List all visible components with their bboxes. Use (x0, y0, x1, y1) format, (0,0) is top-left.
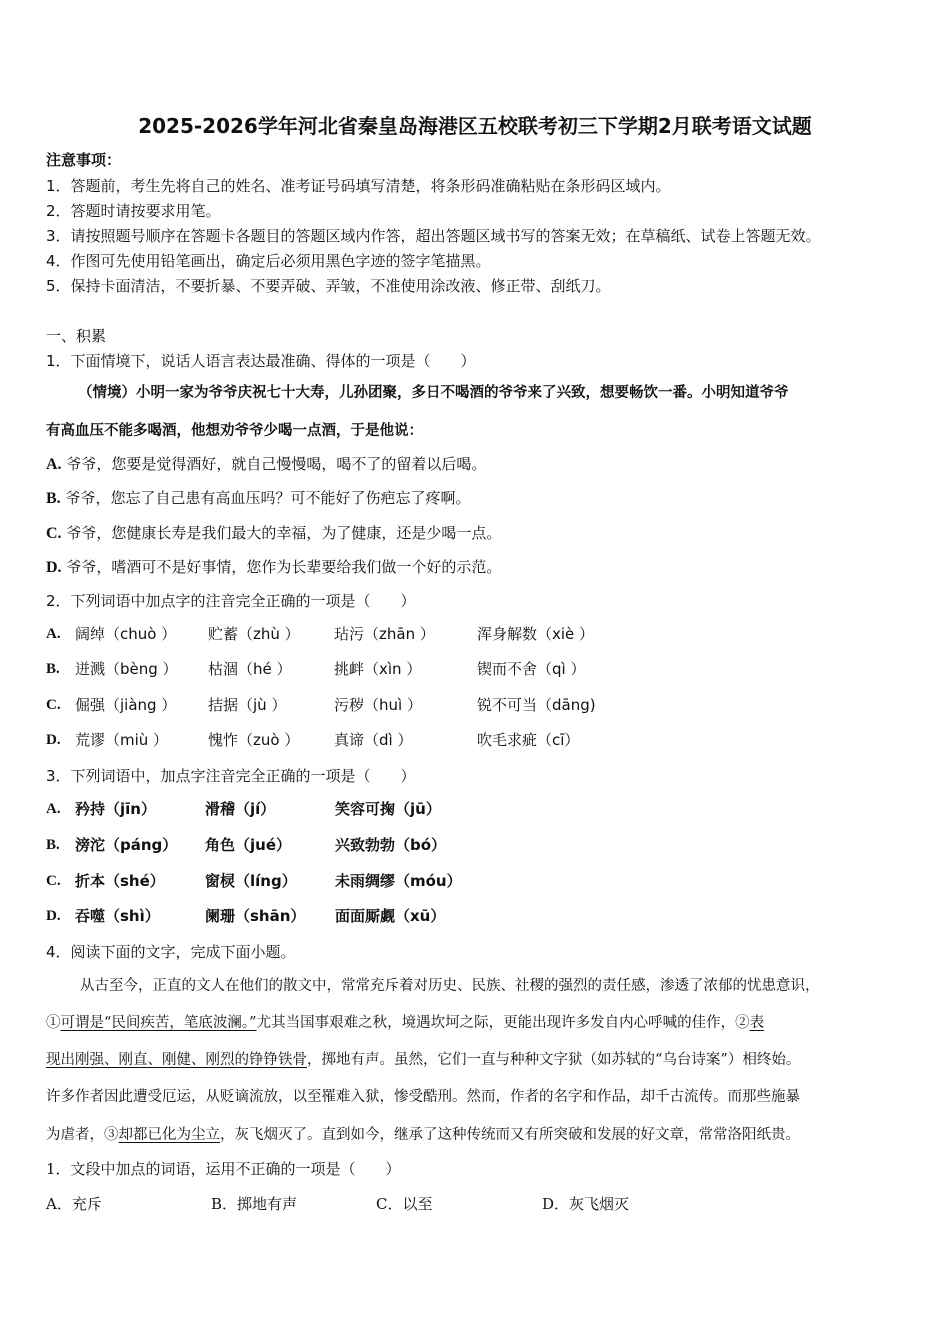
notice-item: 2．答题时请按要求用笔。 (46, 202, 221, 220)
passage-text: ，灰飞烟灭了。直到如今，继承了这种传统而又有所突破和发展的好文章，常常洛阳纸贵。 (220, 1127, 800, 1143)
q1-stem: 1．下面情境下，说话人语言表达最准确、得体的一项是（ ） (46, 352, 476, 370)
q2-option-word: 愧怍（zuò ） (208, 731, 300, 749)
q2-option-word: 污秽（huì ） (334, 696, 422, 714)
q1-option-b (46, 488, 470, 509)
q4-sub1-option: A．充斥 (46, 1195, 102, 1213)
passage-line (46, 1013, 916, 1033)
q2-option-word: 阔绰（chuò ） (75, 625, 177, 643)
q4-sub1-option: C．以至 (376, 1195, 433, 1213)
q2-option-word: 浑身解数（xiè ） (477, 625, 595, 643)
q3-option-word: 滑稽（jí） (205, 800, 276, 818)
underlined-phrase: 表 (749, 1015, 765, 1031)
q3-option-word: 窗棂（líng） (205, 872, 297, 890)
q2-option-word: 枯涸（hé ） (208, 660, 292, 678)
q2-option-word: 真谛（dì ） (334, 731, 413, 749)
q2-option-word: 锐不可当（dāng) (477, 696, 596, 714)
q3-option-word: 未雨绸缪（móu） (335, 872, 462, 890)
q1-context: （情境）小明一家为爷爷庆祝七十大寿，儿孙团聚，多日不喝酒的爷爷来了兴致，想要畅饮一番。小明知道爷爷 (78, 384, 789, 401)
q3-option-word: 笑容可掬（jū） (335, 800, 441, 818)
q1-option-c (46, 523, 501, 544)
underlined-phrase: 现出刚强、刚直、刚健、刚烈的铮铮铁骨 (46, 1052, 307, 1068)
q4-sub1-option: B．掷地有声 (211, 1195, 298, 1213)
q2-option-word: 玷污（zhān ） (334, 625, 435, 643)
q3-option-label: B. (46, 837, 60, 853)
option-text: 爷爷，嗜酒可不是好事情，您作为长辈要给我们做一个好的示范。 (66, 558, 502, 576)
q3-option-word: 折本（shé） (75, 872, 165, 890)
q3-stem: 3．下列词语中，加点字注音完全正确的一项是（ ） (46, 767, 416, 785)
q2-option-label: C. (46, 697, 61, 713)
passage-text: 尤其当国事艰难之秋，境遇坎坷之际，更能出现许多发自内心呼喊的佳作， (256, 1015, 736, 1031)
q3-option-label: D. (46, 908, 61, 924)
q3-option-word: 角色（jué） (205, 836, 291, 854)
q2-option-word: 倔强（jiàng ） (75, 696, 177, 714)
passage-line: 从古至今，正直的文人在他们的散文中，常常充斥着对历史、民族、社稷的强烈的责任感，渗透了浓郁的忧患意识， (80, 978, 820, 994)
option-text: 爷爷，您要是觉得酒好，就自己慢慢喝，喝不了的留着以后喝。 (66, 455, 487, 473)
q2-option-word: 拮据（jù ） (208, 696, 287, 714)
q3-option-word: 面面厮觑（xū） (335, 907, 446, 925)
passage-line (46, 1125, 916, 1145)
marker: ① (46, 1015, 61, 1031)
notice-heading: 注意事项： (46, 151, 122, 169)
passage-text: ，掷地有声。虽然，它们一直与种种文字狱（如苏轼的“乌台诗案”）相终始。 (307, 1052, 801, 1068)
q1-context: 有高血压不能多喝酒，他想劝爷爷少喝一点酒，于是他说： (46, 422, 423, 439)
q3-option-word: 兴致勃勃（bó） (335, 836, 447, 854)
passage-text: 为虐者，③ (46, 1127, 119, 1143)
q3-option-word: 矜持（jīn） (75, 800, 156, 818)
q2-option-word: 贮蓄（zhù ） (208, 625, 300, 643)
marker: ② (735, 1015, 750, 1031)
q2-stem: 2．下列词语中加点字的注音完全正确的一项是（ ） (46, 592, 416, 610)
option-text: 爷爷，您忘了自己患有高血压吗？可不能好了伤疤忘了疼啊。 (65, 489, 471, 507)
q3-option-label: A. (46, 801, 61, 817)
notice-item: 4．作图可先使用铅笔画出，确定后必须用黑色字迹的签字笔描黑。 (46, 252, 491, 270)
q4-sub1-stem: 1．文段中加点的词语，运用不正确的一项是（ ） (46, 1160, 401, 1178)
q3-option-word: 阑珊（shān） (205, 907, 306, 925)
notice-item: 5．保持卡面清洁，不要折暴、不要弄破、弄皱，不准使用涂改液、修正带、刮纸刀。 (46, 277, 611, 295)
q2-option-word: 迸溅（bèng ） (75, 660, 178, 678)
q2-option-label: B. (46, 661, 60, 677)
q3-option-label: C. (46, 873, 61, 889)
q3-option-word: 吞噬（shì） (75, 907, 160, 925)
passage-line (46, 1050, 916, 1070)
q2-option-label: D. (46, 732, 61, 748)
q2-option-word: 挑衅（xìn ） (334, 660, 422, 678)
option-label: D. (46, 559, 62, 576)
q1-option-a (46, 454, 486, 475)
section-heading: 一、积累 (46, 327, 107, 345)
notice-item: 1．答题前，考生先将自己的姓名、准考证号码填写清楚，将条形码准确粘贴在条形码区域内。 (46, 177, 671, 195)
q2-option-word: 锲而不舍（qì ） (477, 660, 586, 678)
q3-option-word: 滂沱（páng） (75, 836, 178, 854)
option-label: B. (46, 490, 61, 507)
q2-option-label: A. (46, 626, 61, 642)
q1-option-d (46, 557, 501, 578)
q4-sub1-option: D．灰飞烟灭 (542, 1195, 630, 1213)
passage-line: 许多作者因此遭受厄运，从贬谪流放，以至罹难入狱，惨受酷刑。然而，作者的名字和作品，却千古流传。而那些施暴 (46, 1089, 800, 1105)
option-label: C. (46, 525, 62, 542)
underlined-phrase: 却都已化为尘立 (118, 1127, 220, 1143)
page-title: 2025-2026学年河北省秦皇岛海港区五校联考初三下学期2月联考语文试题 (138, 114, 812, 138)
q2-option-word: 荒谬（miù ） (75, 731, 169, 749)
q4-stem: 4．阅读下面的文字，完成下面小题。 (46, 943, 296, 961)
option-text: 爷爷，您健康长寿是我们最大的幸福，为了健康，还是少喝一点。 (66, 524, 502, 542)
option-label: A. (46, 456, 62, 473)
underlined-phrase: 可谓是“民间疾苦，笔底波澜。” (60, 1015, 257, 1031)
notice-item: 3．请按照题号顺序在答题卡各题目的答题区域内作答，超出答题区域书写的答案无效；在草稿纸、试卷上答题无效。 (46, 227, 821, 245)
q2-option-word: 吹毛求疵（cī） (477, 731, 580, 749)
